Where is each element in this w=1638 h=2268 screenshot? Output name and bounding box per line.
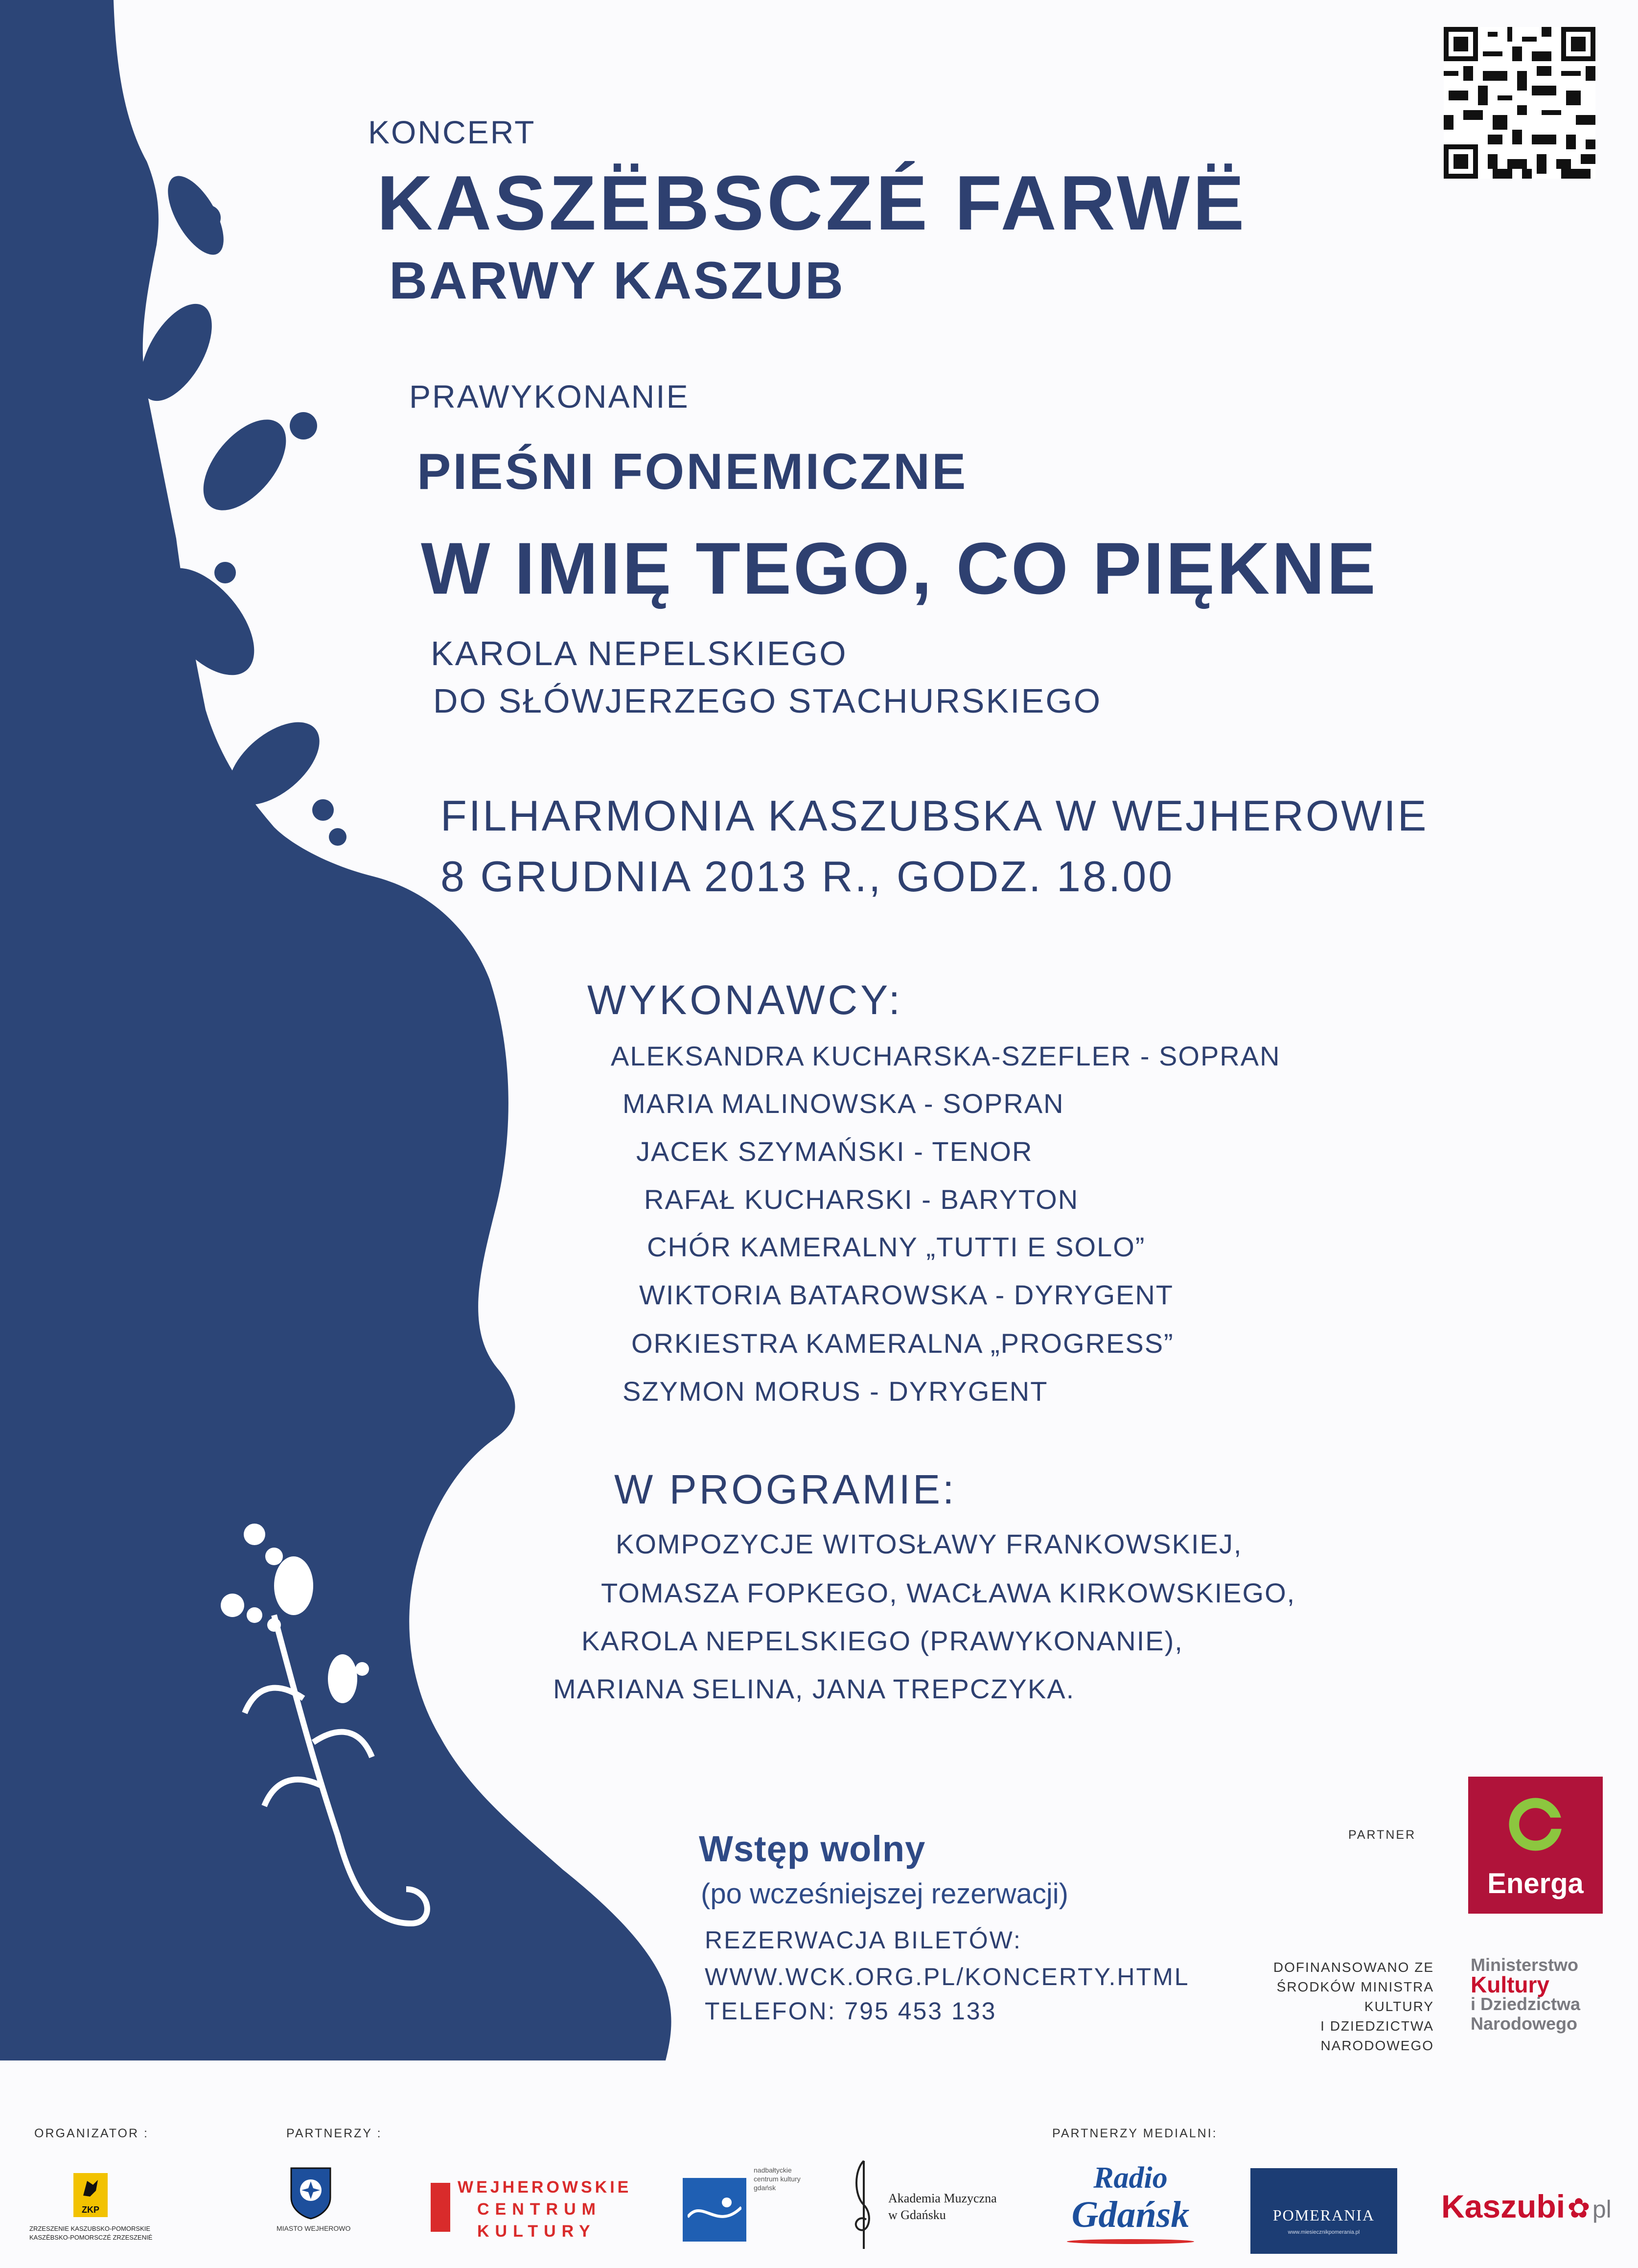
- energa-logo[interactable]: [1468, 1777, 1603, 1914]
- work-title: W IMIĘ TEGO, CO PIĘKNE: [421, 527, 1378, 609]
- radio-swoosh-icon: [1067, 2239, 1194, 2244]
- akademia-caption: [888, 2190, 997, 2223]
- funding-line: I DZIEDZICTWA NARODOWEGO: [1320, 2018, 1434, 2053]
- kaszubi-suffix: pl: [1592, 2196, 1612, 2223]
- partner-label: PARTNER: [1348, 1828, 1416, 1842]
- performers-heading: WYKONAWCY:: [587, 977, 903, 1023]
- performer-item: SZYMON MORUS - DYRYGENT: [623, 1376, 1048, 1407]
- venue-text: FILHARMONIA KASZUBSKA W WEJHEROWIE: [440, 791, 1429, 840]
- performer-item: ORKIESTRA KAMERALNA „PROGRESS”: [631, 1328, 1174, 1359]
- koncert-label: KONCERT: [368, 114, 536, 150]
- miasto-caption: MIASTO WEJHEROWO: [277, 2224, 351, 2232]
- energa-name: Energa: [1487, 1868, 1584, 1899]
- radio-gdansk-logo[interactable]: [1057, 2161, 1204, 2244]
- zkp-caption: [29, 2224, 152, 2242]
- nck-line: nadbałtyckie: [754, 2166, 792, 2174]
- nck-caption: [754, 2166, 801, 2192]
- griffin-icon: [78, 2176, 103, 2200]
- wck-logo[interactable]: [431, 2173, 636, 2242]
- media-partners-label: PARTNERZY MEDIALNI:: [1052, 2127, 1218, 2140]
- piesni-title: PIEŚNI FONEMICZNE: [417, 443, 968, 500]
- performer-item: WIKTORIA BATAROWSKA - DYRYGENT: [639, 1279, 1174, 1310]
- reservation-phone: TELEFON: 795 453 133: [705, 1997, 997, 2025]
- pomerania-logo[interactable]: [1250, 2168, 1397, 2254]
- organizator-label: ORGANIZATOR :: [34, 2127, 149, 2140]
- program-line: MARIANA SELINA, JANA TREPCZYKA.: [553, 1673, 1075, 1704]
- pomerania-name: POMERANIA: [1272, 2206, 1375, 2224]
- performer-item: JACEK SZYMAŃSKI - TENOR: [636, 1136, 1033, 1167]
- wck-line: KULTURY: [477, 2222, 596, 2241]
- wejherowo-crest-icon[interactable]: [289, 2166, 333, 2220]
- date-time-text: 8 GRUDNIA 2013 R., GODZ. 18.00: [440, 852, 1175, 901]
- kaszubi-flower-icon: ✿: [1567, 2193, 1591, 2223]
- admission-title: Wstęp wolny: [699, 1828, 926, 1869]
- program-heading: W PROGRAMIE:: [614, 1466, 957, 1512]
- zkp-abbr: ZKP: [82, 2205, 99, 2215]
- composer-line-2: DO SŁÓWJERZEGO STACHURSKIEGO: [433, 682, 1102, 720]
- program-line: TOMASZA FOPKEGO, WACŁAWA KIRKOWSKIEGO,: [601, 1577, 1296, 1608]
- title-polish: BARWY KASZUB: [389, 251, 846, 310]
- ministry-line: Narodowego: [1471, 2013, 1578, 2034]
- zkp-logo[interactable]: [73, 2173, 108, 2217]
- kaszubi-logo[interactable]: [1441, 2188, 1612, 2227]
- composer-line-1: KAROLA NEPELSKIEGO: [431, 634, 848, 672]
- reservation-label: REZERWACJA BILETÓW:: [705, 1926, 1022, 1954]
- ministry-line: i Dziedzictwa: [1471, 1994, 1581, 2014]
- wave-icon: [688, 2188, 741, 2232]
- partnerzy-label: PARTNERZY :: [286, 2127, 382, 2140]
- program-line: KOMPOZYCJE WITOSŁAWY FRANKOWSKIEJ,: [616, 1528, 1243, 1559]
- title-kashubian: KASZËBSCZÉ FARWË: [377, 160, 1247, 246]
- akademia-line: w Gdańsku: [888, 2208, 946, 2222]
- prawykonanie-label: PRAWYKONANIE: [409, 378, 690, 415]
- ministry-line: Kultury: [1471, 1972, 1549, 1997]
- funding-line: ŚRODKÓW MINISTRA KULTURY: [1276, 1979, 1434, 2014]
- admission-subtitle: (po wcześniejszej rezerwacji): [701, 1878, 1068, 1910]
- performer-item: CHÓR KAMERALNY „TUTTI E SOLO”: [647, 1231, 1146, 1262]
- wck-line: CENTRUM: [477, 2200, 601, 2219]
- nck-line: gdańsk: [754, 2184, 776, 2192]
- energa-icon: [1507, 1796, 1564, 1852]
- radio-line: Gdańsk: [1071, 2194, 1190, 2235]
- nck-logo[interactable]: [683, 2178, 746, 2242]
- performer-item: MARIA MALINOWSKA - SOPRAN: [623, 1088, 1064, 1119]
- funding-note: [1204, 1958, 1434, 2056]
- ministry-logo[interactable]: [1471, 1955, 1617, 2034]
- performer-item: ALEKSANDRA KUCHARSKA-SZEFLER - SOPRAN: [611, 1041, 1281, 1071]
- radio-line: Radio: [1093, 2161, 1168, 2195]
- program-line: KAROLA NEPELSKIEGO (PRAWYKONANIE),: [581, 1625, 1183, 1656]
- zkp-caption-line: KASZËBSKO-POMORSCZÉ ZRZESZENIÉ: [29, 2234, 153, 2241]
- wck-line: WEJHEROWSKIE: [458, 2178, 632, 2197]
- akademia-line: Akademia Muzyczna: [888, 2191, 997, 2205]
- akademia-g-clef-icon[interactable]: [849, 2156, 878, 2254]
- zkp-caption-line: ZRZESZENIE KASZUBSKO-POMORSKIE: [29, 2225, 151, 2232]
- performer-item: RAFAŁ KUCHARSKI - BARYTON: [644, 1184, 1079, 1215]
- ministry-line: Ministerstwo: [1471, 1955, 1579, 1975]
- reservation-url-link[interactable]: WWW.WCK.ORG.PL/KONCERTY.HTML: [705, 1963, 1190, 1990]
- wck-mark-icon: [431, 2183, 450, 2232]
- nck-line: centrum kultury: [754, 2175, 801, 2183]
- pomerania-url: www.miesiecznikpomerania.pl: [1288, 2229, 1360, 2235]
- kaszubi-name: Kaszubi: [1441, 2188, 1566, 2224]
- funding-line: DOFINANSOWANO ZE: [1273, 1960, 1434, 1975]
- qr-code-icon[interactable]: [1444, 27, 1595, 179]
